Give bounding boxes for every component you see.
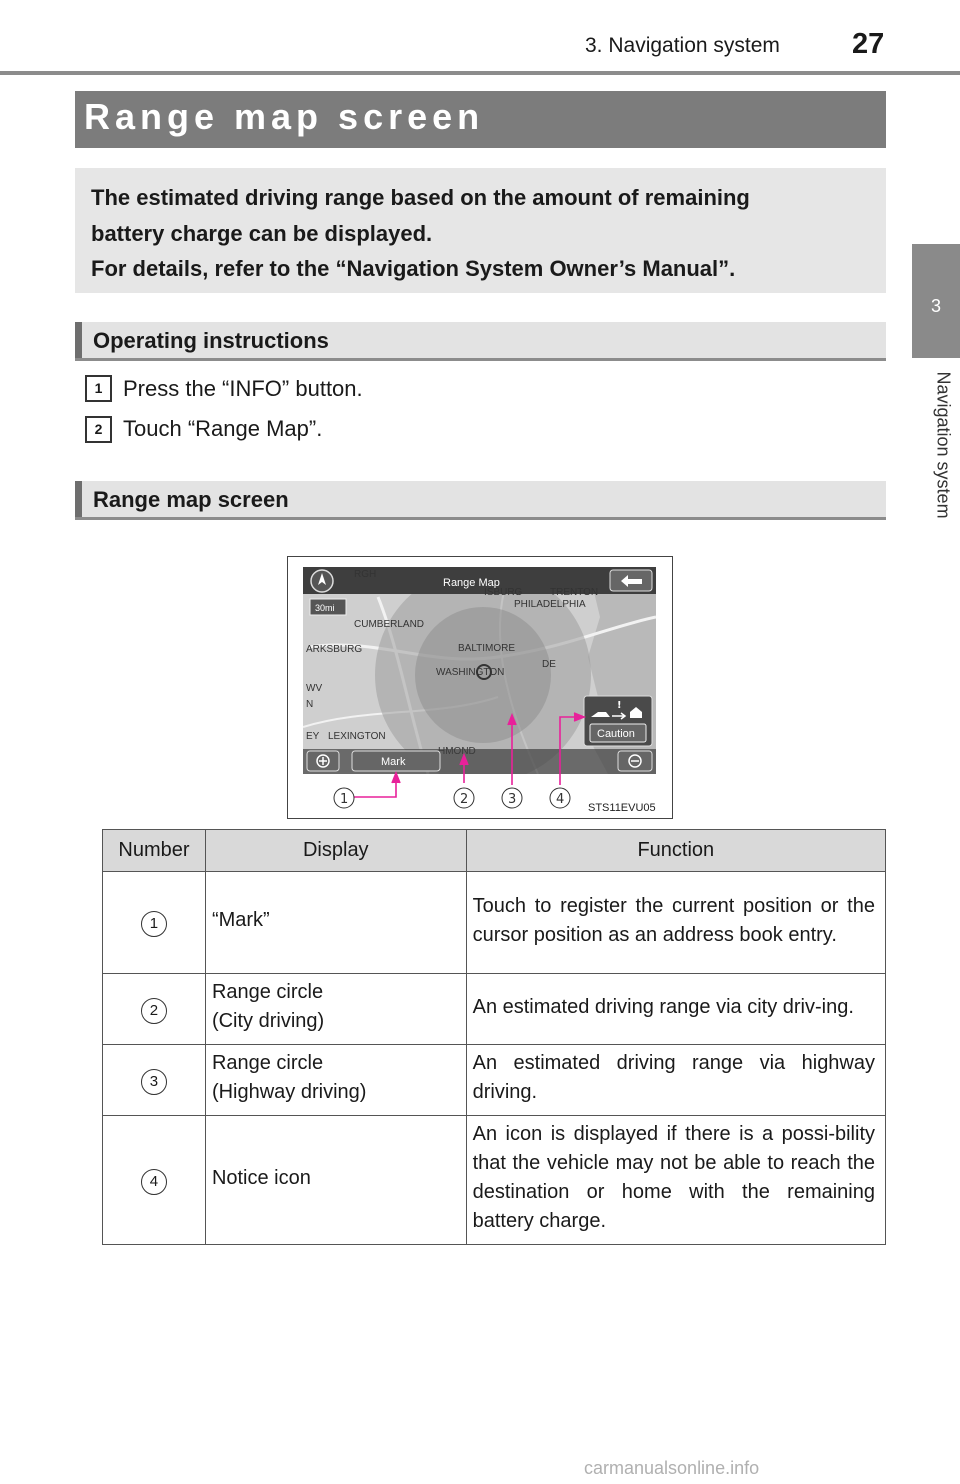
header-display: Display xyxy=(205,830,466,872)
table-row xyxy=(103,1116,886,1245)
number-circle: 3 xyxy=(141,1069,167,1095)
range-map-figure xyxy=(287,556,673,819)
step-text: Press the “INFO” button. xyxy=(123,376,363,401)
range-map-illustration xyxy=(288,557,672,818)
callout-number: 1 xyxy=(340,792,349,807)
display-text: (City driving) xyxy=(211,1010,325,1032)
callout-number: 4 xyxy=(556,792,565,807)
table-row xyxy=(103,1045,886,1116)
city-label: ISBURG xyxy=(484,587,523,598)
city-label: N xyxy=(306,699,314,710)
display-text: Notice icon xyxy=(211,1166,311,1189)
table-header-row xyxy=(103,830,886,872)
row-number xyxy=(103,872,206,974)
range-map-heading: Range map screen xyxy=(93,487,289,512)
chapter-side-label xyxy=(932,372,952,562)
city-label: EY xyxy=(306,731,320,742)
row-function: An icon is displayed if there is a possi-bility that the vehicle may not be able to reach the destination or home with the remaining battery charge. xyxy=(466,1116,885,1245)
display-text: Range circle xyxy=(211,1052,324,1074)
figure-caption: STS11EVU05 xyxy=(588,802,656,814)
row-function: An estimated driving range via city driv-ing. xyxy=(466,974,885,1045)
row-number xyxy=(103,1045,206,1116)
display-text: “Mark” xyxy=(211,909,270,931)
display-text: Range circle xyxy=(211,981,324,1003)
row-display xyxy=(205,1116,466,1245)
map-screen-title: Range Map xyxy=(443,577,500,589)
city-label: PHILADELPHIA xyxy=(514,599,586,610)
city-label: WASHINGTON xyxy=(436,667,505,678)
city-label: WV xyxy=(306,683,323,694)
row-function: An estimated driving range via highway driving. xyxy=(466,1045,885,1116)
intro-line: battery charge can be displayed. xyxy=(91,221,433,246)
city-label: CUMBERLAND xyxy=(354,619,425,630)
operating-instructions-heading-bar xyxy=(75,322,886,361)
header-function: Function xyxy=(466,830,885,872)
intro-line: For details, refer to the “Navigation System Owner’s Manual”. xyxy=(91,256,736,281)
step-number: 1 xyxy=(85,375,112,402)
step-number: 2 xyxy=(85,416,112,443)
function-table xyxy=(102,829,886,1245)
city-label: TRENTON xyxy=(550,587,599,598)
row-function: Touch to register the current position or the cursor position as an address book entry. xyxy=(466,872,885,974)
range-map-heading-bar xyxy=(75,481,886,520)
mark-label: Mark xyxy=(381,756,406,768)
caution-label: Caution xyxy=(597,728,635,740)
display-text: (Highway driving) xyxy=(211,1081,367,1103)
intro-line: The estimated driving range based on the amount of remaining xyxy=(91,185,750,210)
operating-instructions-heading: Operating instructions xyxy=(93,328,329,353)
row-display xyxy=(205,974,466,1045)
header-number: Number xyxy=(103,830,206,872)
table-row xyxy=(103,974,886,1045)
callout-number: 3 xyxy=(508,792,517,807)
city-label: LEXINGTON xyxy=(328,731,386,742)
city-label: BALTIMORE xyxy=(458,643,516,654)
row-display xyxy=(205,872,466,974)
table-row xyxy=(103,872,886,974)
page-title: Range map screen xyxy=(84,96,485,137)
page-number: 27 xyxy=(852,28,885,60)
callout-number: 2 xyxy=(460,792,469,807)
number-circle: 4 xyxy=(141,1169,167,1195)
row-number xyxy=(103,1116,206,1245)
section-title: 3. Navigation system xyxy=(585,34,780,57)
number-circle: 1 xyxy=(141,911,167,937)
city-label: ARKSBURG xyxy=(306,644,363,655)
number-circle: 2 xyxy=(141,998,167,1024)
watermark: carmanualsonline.info xyxy=(584,1458,760,1478)
city-label: DE xyxy=(542,659,556,670)
step-text: Touch “Range Map”. xyxy=(123,416,323,441)
row-display xyxy=(205,1045,466,1116)
row-number xyxy=(103,974,206,1045)
chapter-tab-number: 3 xyxy=(930,296,941,316)
warning-icon: ! xyxy=(617,700,622,711)
scale-label: 30mi xyxy=(315,603,335,613)
chapter-side-label-text: Navigation system xyxy=(933,371,954,519)
city-label: RGH xyxy=(354,569,377,580)
header-rule xyxy=(0,71,960,75)
